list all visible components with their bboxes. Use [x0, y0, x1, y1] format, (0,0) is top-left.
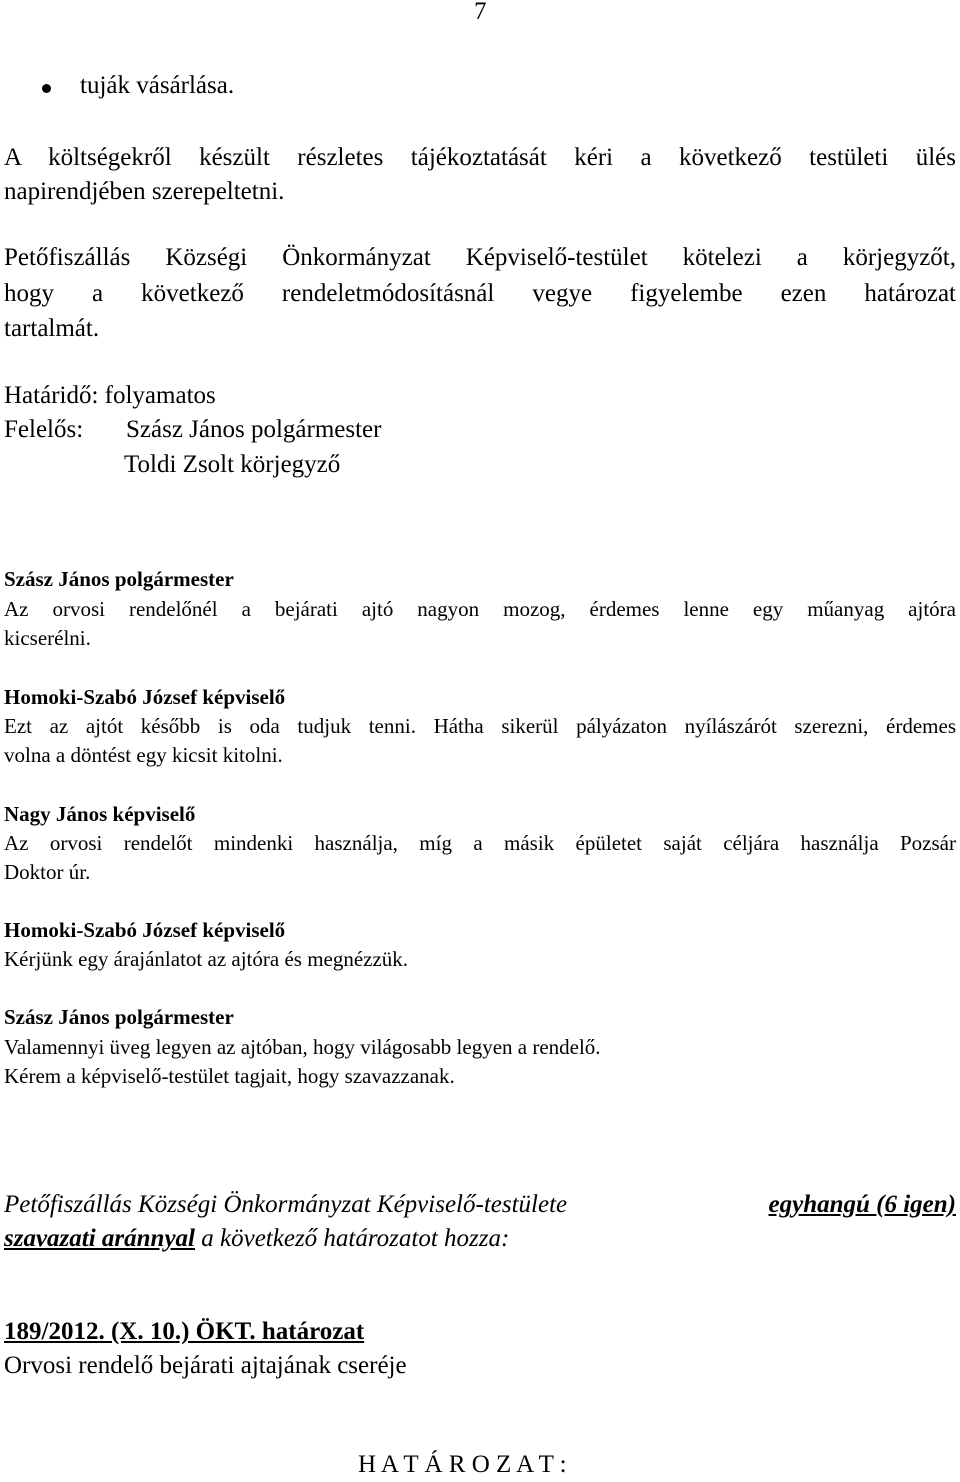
vote-line-1 — [4, 1188, 956, 1222]
vote-body: Petőfiszállás Községi Önkormányzat Képviselő-testülete — [4, 1191, 568, 1218]
vote-tail: a következő határozatot hozza: — [201, 1225, 510, 1252]
speech-line: Doktor úr. — [4, 860, 91, 884]
responsible-label: Felelős: — [4, 416, 84, 443]
para2-line2: hogy a következő rendeletmódosításnál vegye figyelembe ezen határozat — [4, 280, 956, 307]
speech-line: Valamennyi üveg legyen az ajtóban, hogy világosabb legyen a rendelő. — [4, 1035, 601, 1059]
resolution-title: Orvosi rendelő bejárati ajtajának cseréje — [4, 1352, 407, 1379]
bullet-item: tuják vásárlása. — [80, 72, 235, 99]
speaker-name: Homoki-Szabó József képviselő — [4, 685, 286, 709]
responsible-mayor: Szász János polgármester — [126, 416, 382, 443]
speech-line: Az orvosi rendelőt mindenki használja, míg a másik épületet saját céljára használja Pozsár — [4, 831, 956, 855]
responsible-notary: Toldi Zsolt körjegyző — [124, 451, 341, 478]
speech-line: kicserélni. — [4, 626, 91, 650]
speaker-name: Nagy János képviselő — [4, 802, 196, 826]
para1-line1: A költségekről készült részletes tájékoztatását kéri a következő testületi ülés — [4, 144, 956, 171]
para2-line1: Petőfiszállás Községi Önkormányzat Képviselő-testület kötelezi a körjegyzőt, — [4, 244, 956, 271]
vote-line-2 — [4, 1222, 509, 1256]
page-number: 7 — [474, 0, 487, 25]
speaker-name: Homoki-Szabó József képviselő — [4, 918, 286, 942]
speech-line: Az orvosi rendelőnél a bejárati ajtó nagyon mozog, érdemes lenne egy műanyag ajtóra — [4, 597, 956, 621]
vote-result: egyhangú (6 igen) — [768, 1191, 956, 1218]
speaker-name: Szász János polgármester — [4, 567, 234, 591]
resolution-number: 189/2012. (X. 10.) ÖKT. határozat — [4, 1318, 365, 1345]
para1-line2: napirendjében szerepeltetni. — [4, 178, 285, 205]
para2-line3: tartalmát. — [4, 315, 100, 342]
speech-line: Kérjünk egy árajánlatot az ajtóra és megnézzük. — [4, 947, 409, 971]
speech-line: Kérem a képviselő-testület tagjait, hogy szavazzanak. — [4, 1064, 455, 1088]
speech-line: volna a döntést egy kicsit kitolni. — [4, 743, 283, 767]
speech-line: Ezt az ajtót később is oda tudjuk tenni. Hátha sikerül pályázaton nyílászárót szerezni, érdemes — [4, 714, 956, 738]
vote-ratio: szavazati aránnyal — [4, 1225, 196, 1252]
speaker-name: Szász János polgármester — [4, 1005, 234, 1029]
resolution-heading: H A T Á R O Z A T : — [358, 1451, 567, 1478]
deadline: Határidő: folyamatos — [4, 382, 216, 409]
bullet-dot — [42, 84, 51, 93]
